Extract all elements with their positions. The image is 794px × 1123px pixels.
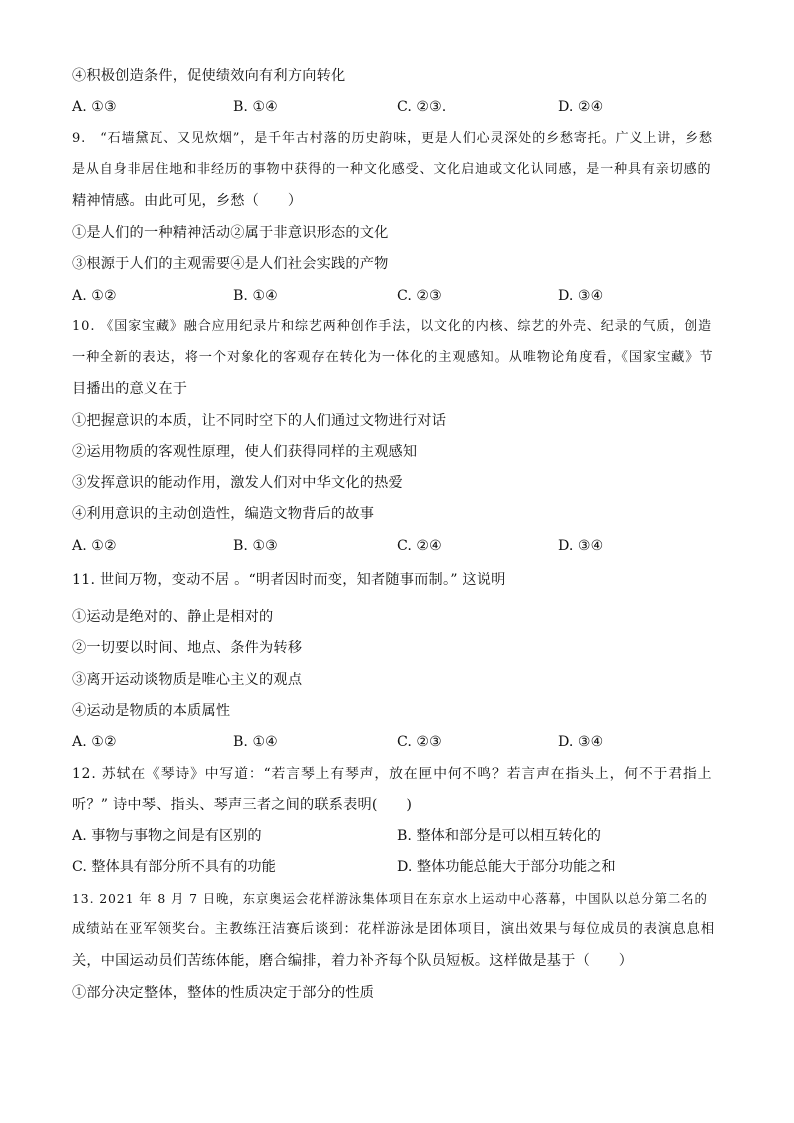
q11-item-1: ①运动是绝对的、静止是相对的 xyxy=(72,609,274,625)
q9-stem-line-2: 是从自身非居住地和非经历的事物中获得的一种文化感受、文化启迪或文化认同感，是一种具有亲切感的 xyxy=(72,162,712,177)
q13-stem-line-2: 成绩站在亚军领奖台。主教练汪洁赛后谈到：花样游泳是团体项目，演出效果与每位成员的表演息息相 xyxy=(72,922,716,937)
q10-stem-line-3: 目播出的意义在于 xyxy=(72,381,188,397)
q11-item-2: ②一切要以时间、地点、条件为转移 xyxy=(72,640,303,656)
q13-item-1: ①部分决定整体，整体的性质决定于部分的性质 xyxy=(72,985,375,1001)
q10-option-d: D. ③④ xyxy=(558,538,604,554)
q11-item-4: ④运动是物质的本质属性 xyxy=(72,703,231,719)
q10-item-1: ①把握意识的本质，让不同时空下的人们通过文物进行对话 xyxy=(72,413,447,429)
q11-item-3: ③离开运动谈物质是唯心主义的观点 xyxy=(72,672,303,688)
q8-option-c: C. ②③. xyxy=(397,99,447,115)
q9-option-b: B. ①④ xyxy=(233,288,278,304)
q8-item-4: ④积极创造条件，促使绩效向有利方向转化 xyxy=(72,68,346,84)
q9-stem-line-1: 9. “石墙黛瓦、又见炊烟”，是千年古村落的历史韵味，更是人们心灵深处的乡愁寄托。广义上讲，乡愁 xyxy=(72,131,713,146)
q8-option-b: B. ①④ xyxy=(233,99,278,115)
q13-stem-line-3: 关，中国运动员们苦练体能，磨合编排，着力补齐每个队员短板。这样做是基于（ ） xyxy=(72,953,634,969)
q11-stem: 11. 世间万物，变动不居 。“明者因时而变，知者随事而制。” 这说明 xyxy=(72,572,506,588)
q9-option-d: D. ③④ xyxy=(558,288,604,304)
q13-stem-line-1: 13. 2021 年 8 月 7 日晚，东京奥运会花样游泳集体项目在东京水上运动中心落幕，中国队以总分第二名的 xyxy=(72,891,708,906)
q9-stem-line-3: 精神情感。由此可见，乡愁（ ） xyxy=(72,193,303,209)
q10-item-2: ②运用物质的客观性原理，使人们获得同样的主观感知 xyxy=(72,444,418,460)
q11-option-d: D. ③④ xyxy=(558,734,604,750)
q12-option-b: B. 整体和部分是可以相互转化的 xyxy=(397,828,601,844)
q10-stem-line-2: 一种全新的表达，将一个对象化的客观存在转化为一体化的主观感知。从唯物论角度看，《国家宝藏》节 xyxy=(72,350,714,365)
q9-item-2: ③根源于人们的主观需要④是人们社会实践的产物 xyxy=(72,256,389,272)
q9-item-1: ①是人们的一种精神活动②属于非意识形态的文化 xyxy=(72,225,389,241)
q11-option-a: A. ①② xyxy=(72,734,117,750)
q9-option-a: A. ①② xyxy=(72,288,117,304)
q10-stem-line-1: 10. 《国家宝藏》融合应用纪录片和综艺两种创作手法，以文化的内核、综艺的外壳、纪录的气质，创造 xyxy=(72,319,713,334)
q10-option-c: C. ②④ xyxy=(397,538,442,554)
q10-item-3: ③发挥意识的能动作用，激发人们对中华文化的热爱 xyxy=(72,475,403,491)
q8-option-a: A. ①③ xyxy=(72,99,117,115)
q10-option-a: A. ①② xyxy=(72,538,117,554)
q12-stem-line-2: 听？” 诗中琴、指头、琴声三者之间的联系表明( ) xyxy=(72,797,413,813)
q12-stem-line-1: 12. 苏轼在《琴诗》中写道：“若言琴上有琴声，放在匣中何不鸣？若言声在指头上，何不于君指上 xyxy=(72,766,713,782)
q12-option-c: C. 整体具有部分所不具有的功能 xyxy=(72,859,276,875)
q11-option-b: B. ①④ xyxy=(233,734,278,750)
q10-option-b: B. ①③ xyxy=(233,538,278,554)
q9-option-c: C. ②③ xyxy=(397,288,442,304)
q12-option-a: A. 事物与事物之间是有区别的 xyxy=(72,828,262,844)
q8-option-d: D. ②④ xyxy=(558,99,604,115)
q11-option-c: C. ②③ xyxy=(397,734,442,750)
q12-option-d: D. 整体功能总能大于部分功能之和 xyxy=(397,859,616,875)
q10-item-4: ④利用意识的主动创造性，编造文物背后的故事 xyxy=(72,506,375,522)
